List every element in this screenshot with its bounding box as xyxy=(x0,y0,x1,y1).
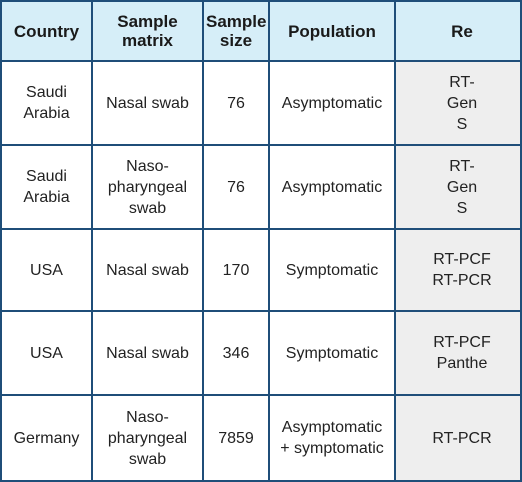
cell-text-line: RT-PCR xyxy=(432,272,492,289)
cell-country xyxy=(1,61,92,145)
table-row xyxy=(1,311,521,395)
cell-population xyxy=(269,229,395,311)
cell-text-line: Nasal swab xyxy=(106,94,189,112)
cell-population xyxy=(269,145,395,229)
table-row xyxy=(1,229,521,311)
header-sample-size xyxy=(203,1,269,61)
cell-sample-matrix xyxy=(92,311,203,395)
cell-text-line: Population xyxy=(288,21,376,41)
cell-reference xyxy=(395,395,521,481)
cell-text-line: RT- xyxy=(449,73,475,91)
cell-text-line: Sample xyxy=(117,12,178,31)
cell-text-line: Symptomatic xyxy=(285,261,379,279)
cell-text-line: S xyxy=(456,199,468,217)
cell-text-line: Germany xyxy=(13,429,80,447)
cell-text-line: swab xyxy=(128,450,167,468)
table-row xyxy=(1,61,521,145)
cell-text-line: Sample xyxy=(206,12,267,31)
cell-country xyxy=(1,229,92,311)
cell-text-line: Arabia xyxy=(23,105,70,122)
cell-country xyxy=(1,145,92,229)
cell-text-line: S xyxy=(456,115,468,133)
cell-text-line: RT-PCF xyxy=(433,251,491,268)
cell-text-line: Country xyxy=(13,21,80,41)
cell-text-line: USA xyxy=(30,344,63,362)
cell-text-line: Gen xyxy=(446,178,478,196)
cell-text-line: Re xyxy=(451,21,473,41)
cell-text-line: RT-PCR xyxy=(432,429,492,447)
cell-sample-matrix xyxy=(92,229,203,311)
cell-text-line: Gen xyxy=(446,94,478,112)
cell-text-line: Saudi xyxy=(26,168,67,185)
cell-text-line: RT-PCF xyxy=(433,334,491,351)
cell-text-line: Asymptomatic xyxy=(281,178,383,196)
cell-text-line: + symptomatic xyxy=(280,440,384,457)
cell-sample-matrix xyxy=(92,145,203,229)
cell-text-line: matrix xyxy=(121,31,174,50)
header-sample-matrix xyxy=(92,1,203,61)
cell-reference xyxy=(395,145,521,229)
cell-text-line: Nasal swab xyxy=(106,261,189,279)
cell-sample-size: 76 xyxy=(203,61,269,145)
cell-text-line: Nasal swab xyxy=(106,344,189,362)
cell-population xyxy=(269,395,395,481)
cell-text-line: Naso- xyxy=(126,408,169,426)
cell-reference xyxy=(395,229,521,311)
cell-text-line: RT- xyxy=(449,157,475,175)
cell-population xyxy=(269,311,395,395)
cell-text-line: pharyngeal xyxy=(107,429,188,447)
cell-text-line: Naso- xyxy=(126,157,169,175)
cell-text-line: swab xyxy=(128,199,167,217)
cell-text-line: Arabia xyxy=(23,189,70,206)
cell-sample-size: 7859 xyxy=(203,395,269,481)
header-reference xyxy=(395,1,521,61)
cell-country xyxy=(1,395,92,481)
cell-sample-size: 346 xyxy=(203,311,269,395)
cell-text-line: size xyxy=(219,31,253,50)
table-row xyxy=(1,145,521,229)
cell-sample-matrix xyxy=(92,61,203,145)
cell-text-line: USA xyxy=(30,261,63,279)
cell-population xyxy=(269,61,395,145)
cell-text-line: Asymptomatic xyxy=(281,94,383,112)
cell-text-line: Panthe xyxy=(436,355,488,372)
cell-sample-size: 170 xyxy=(203,229,269,311)
cell-text-line: Asymptomatic xyxy=(281,419,383,436)
table-header-row xyxy=(1,1,521,61)
header-population xyxy=(269,1,395,61)
cell-text-line: Symptomatic xyxy=(285,344,379,362)
cell-sample-matrix xyxy=(92,395,203,481)
cell-reference xyxy=(395,61,521,145)
cell-sample-size: 76 xyxy=(203,145,269,229)
cell-country xyxy=(1,311,92,395)
table-row xyxy=(1,395,521,481)
cell-text-line: Saudi xyxy=(26,84,67,101)
cell-text-line: pharyngeal xyxy=(107,178,188,196)
cell-reference xyxy=(395,311,521,395)
header-country xyxy=(1,1,92,61)
